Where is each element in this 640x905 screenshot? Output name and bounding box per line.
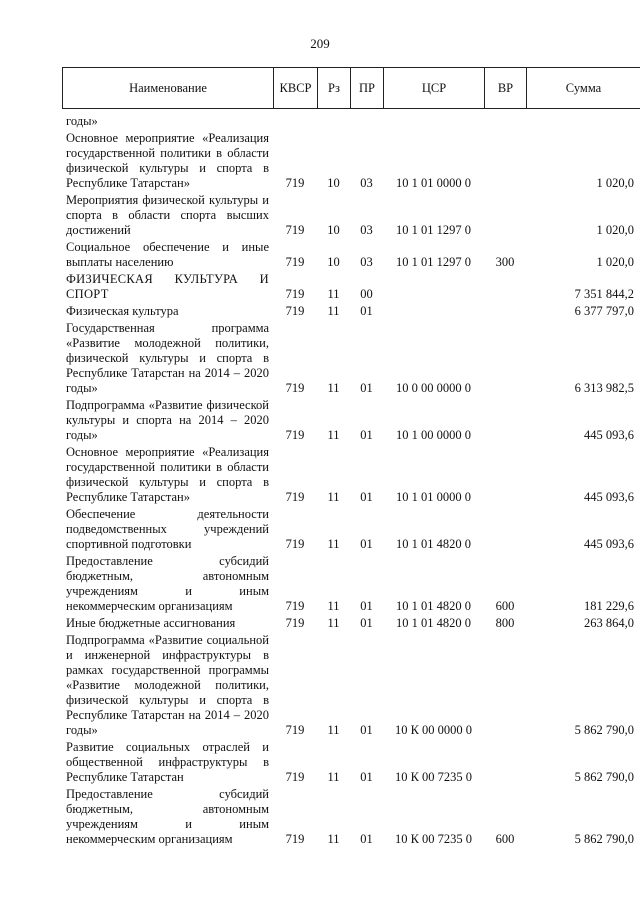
table-row xyxy=(62,398,640,443)
table-row xyxy=(62,131,640,191)
row-name: Государственная программа «Развитие молодежной политики, физической культуры и спорта в Республике Татарстан на 2014 – 2020 годы» xyxy=(66,321,269,395)
column-header-vr: ВР xyxy=(485,68,527,109)
row-kvsr: 719 xyxy=(285,832,305,846)
row-sum: 1 020,0 xyxy=(596,255,634,269)
table-row xyxy=(62,321,640,396)
table-row xyxy=(62,616,640,631)
row-csr: 10 1 01 1297 0 xyxy=(396,223,471,237)
row-kvsr: 719 xyxy=(285,255,305,269)
row-pr: 01 xyxy=(360,832,373,846)
row-pr: 03 xyxy=(360,176,373,190)
row-pr: 01 xyxy=(360,490,373,504)
row-rz: 10 xyxy=(327,176,340,190)
row-pr: 03 xyxy=(360,223,373,237)
row-name: Иные бюджетные ассигнования xyxy=(66,616,236,630)
row-name: Мероприятия физической культуры и спорта в области спорта высших достижений xyxy=(66,193,269,237)
row-name: Предоставление субсидий бюджетным, автономным учреждениям и иным некоммерческим организациям xyxy=(66,554,269,613)
row-kvsr: 719 xyxy=(285,723,305,737)
row-vr: 600 xyxy=(495,599,515,613)
row-pr: 01 xyxy=(360,723,373,737)
row-rz: 11 xyxy=(327,381,340,395)
row-csr: 10 К 00 7235 0 xyxy=(394,832,473,846)
row-rz: 11 xyxy=(327,537,340,551)
row-csr: 10 1 01 1297 0 xyxy=(396,255,471,269)
row-kvsr: 719 xyxy=(285,304,305,318)
row-rz: 11 xyxy=(327,304,340,318)
column-header-sum: Сумма xyxy=(527,68,640,109)
row-pr: 01 xyxy=(360,616,373,630)
row-csr: 10 1 01 4820 0 xyxy=(396,599,471,613)
row-rz: 11 xyxy=(327,287,340,301)
row-pr: 01 xyxy=(360,381,373,395)
row-csr: 10 0 00 0000 0 xyxy=(396,381,471,395)
page-number: 209 xyxy=(310,36,330,51)
row-name: Развитие социальных отраслей и общественной инфраструктуры в Республике Татарстан xyxy=(66,740,269,784)
row-name: Основное мероприятие «Реализация государственной политики в области физической культуры и спорта в Республике Татарстан» xyxy=(66,445,269,504)
row-rz: 10 xyxy=(327,255,340,269)
row-kvsr: 719 xyxy=(285,287,305,301)
row-csr: 10 К 00 0000 0 xyxy=(394,723,473,737)
row-rz: 10 xyxy=(327,223,340,237)
row-name: Подпрограмма «Развитие физической культуры и спорта на 2014 – 2020 годы» xyxy=(66,398,269,442)
row-vr: 800 xyxy=(495,616,515,630)
table-row xyxy=(62,787,640,847)
row-rz: 11 xyxy=(327,428,340,442)
column-header-csr: ЦСР xyxy=(384,68,485,109)
row-kvsr: 719 xyxy=(285,223,305,237)
row-sum: 445 093,6 xyxy=(584,490,634,504)
table-row xyxy=(62,445,640,505)
table-row xyxy=(62,304,640,319)
table-body xyxy=(62,114,640,849)
row-kvsr: 719 xyxy=(285,770,305,784)
table-row xyxy=(62,272,640,302)
row-name: Физическая культура xyxy=(66,304,179,318)
row-name: Социальное обеспечение и иные выплаты населению xyxy=(66,240,269,269)
table-row xyxy=(62,240,640,270)
table-header xyxy=(62,67,640,109)
row-sum: 445 093,6 xyxy=(584,537,634,551)
column-header-name: Наименование xyxy=(63,68,274,109)
table-row xyxy=(62,507,640,552)
row-vr: 600 xyxy=(495,832,515,846)
row-rz: 11 xyxy=(327,490,340,504)
row-sum: 7 351 844,2 xyxy=(574,287,634,301)
row-kvsr: 719 xyxy=(285,428,305,442)
row-sum: 5 862 790,0 xyxy=(574,723,634,737)
row-rz: 11 xyxy=(327,616,340,630)
row-pr: 00 xyxy=(360,287,373,301)
row-kvsr: 719 xyxy=(285,616,305,630)
row-sum: 5 862 790,0 xyxy=(574,770,634,784)
row-pr: 01 xyxy=(360,537,373,551)
column-header-rz: Рз xyxy=(318,68,351,109)
row-csr: 10 1 01 4820 0 xyxy=(396,537,471,551)
row-csr: 10 1 00 0000 0 xyxy=(396,428,471,442)
table-row xyxy=(62,193,640,238)
row-rz: 11 xyxy=(327,723,340,737)
row-name: годы» xyxy=(66,114,98,128)
row-csr: 10 1 01 0000 0 xyxy=(396,176,471,190)
row-sum: 263 864,0 xyxy=(584,616,634,630)
column-header-pr: ПР xyxy=(351,68,384,109)
row-pr: 03 xyxy=(360,255,373,269)
row-pr: 01 xyxy=(360,599,373,613)
row-sum: 6 377 797,0 xyxy=(574,304,634,318)
row-kvsr: 719 xyxy=(285,176,305,190)
column-header-kvsr: КВСР xyxy=(274,68,318,109)
table-row xyxy=(62,554,640,614)
table-row xyxy=(62,740,640,785)
row-kvsr: 719 xyxy=(285,381,305,395)
row-pr: 01 xyxy=(360,770,373,784)
row-name: Предоставление субсидий бюджетным, автономным учреждениям и иным некоммерческим организациям xyxy=(66,787,269,846)
row-name: ФИЗИЧЕСКАЯ КУЛЬТУРА И СПОРТ xyxy=(66,272,269,301)
row-kvsr: 719 xyxy=(285,599,305,613)
row-sum: 1 020,0 xyxy=(596,223,634,237)
table-row xyxy=(62,633,640,738)
row-kvsr: 719 xyxy=(285,537,305,551)
row-rz: 11 xyxy=(327,832,340,846)
row-sum: 5 862 790,0 xyxy=(574,832,634,846)
row-csr: 10 1 01 4820 0 xyxy=(396,616,471,630)
row-csr: 10 1 01 0000 0 xyxy=(396,490,471,504)
table-row xyxy=(62,114,640,129)
row-pr: 01 xyxy=(360,304,373,318)
row-pr: 01 xyxy=(360,428,373,442)
row-sum: 445 093,6 xyxy=(584,428,634,442)
row-rz: 11 xyxy=(327,599,340,613)
row-vr: 300 xyxy=(495,255,515,269)
row-sum: 1 020,0 xyxy=(596,176,634,190)
row-kvsr: 719 xyxy=(285,490,305,504)
row-rz: 11 xyxy=(327,770,340,784)
row-csr: 10 К 00 7235 0 xyxy=(394,770,473,784)
row-name: Обеспечение деятельности подведомственных учреждений спортивной подготовки xyxy=(66,507,269,551)
row-name: Основное мероприятие «Реализация государственной политики в области физической культуры и спорта в Республике Татарстан» xyxy=(66,131,269,190)
row-sum: 181 229,6 xyxy=(584,599,634,613)
row-sum: 6 313 982,5 xyxy=(574,381,634,395)
row-name: Подпрограмма «Развитие социальной и инженерной инфраструктуры в рамках государственной программы «Развитие молодежной политики, физической культуры и спорта в Республике Татарстан на 2014 – 2020 годы» xyxy=(66,633,269,737)
